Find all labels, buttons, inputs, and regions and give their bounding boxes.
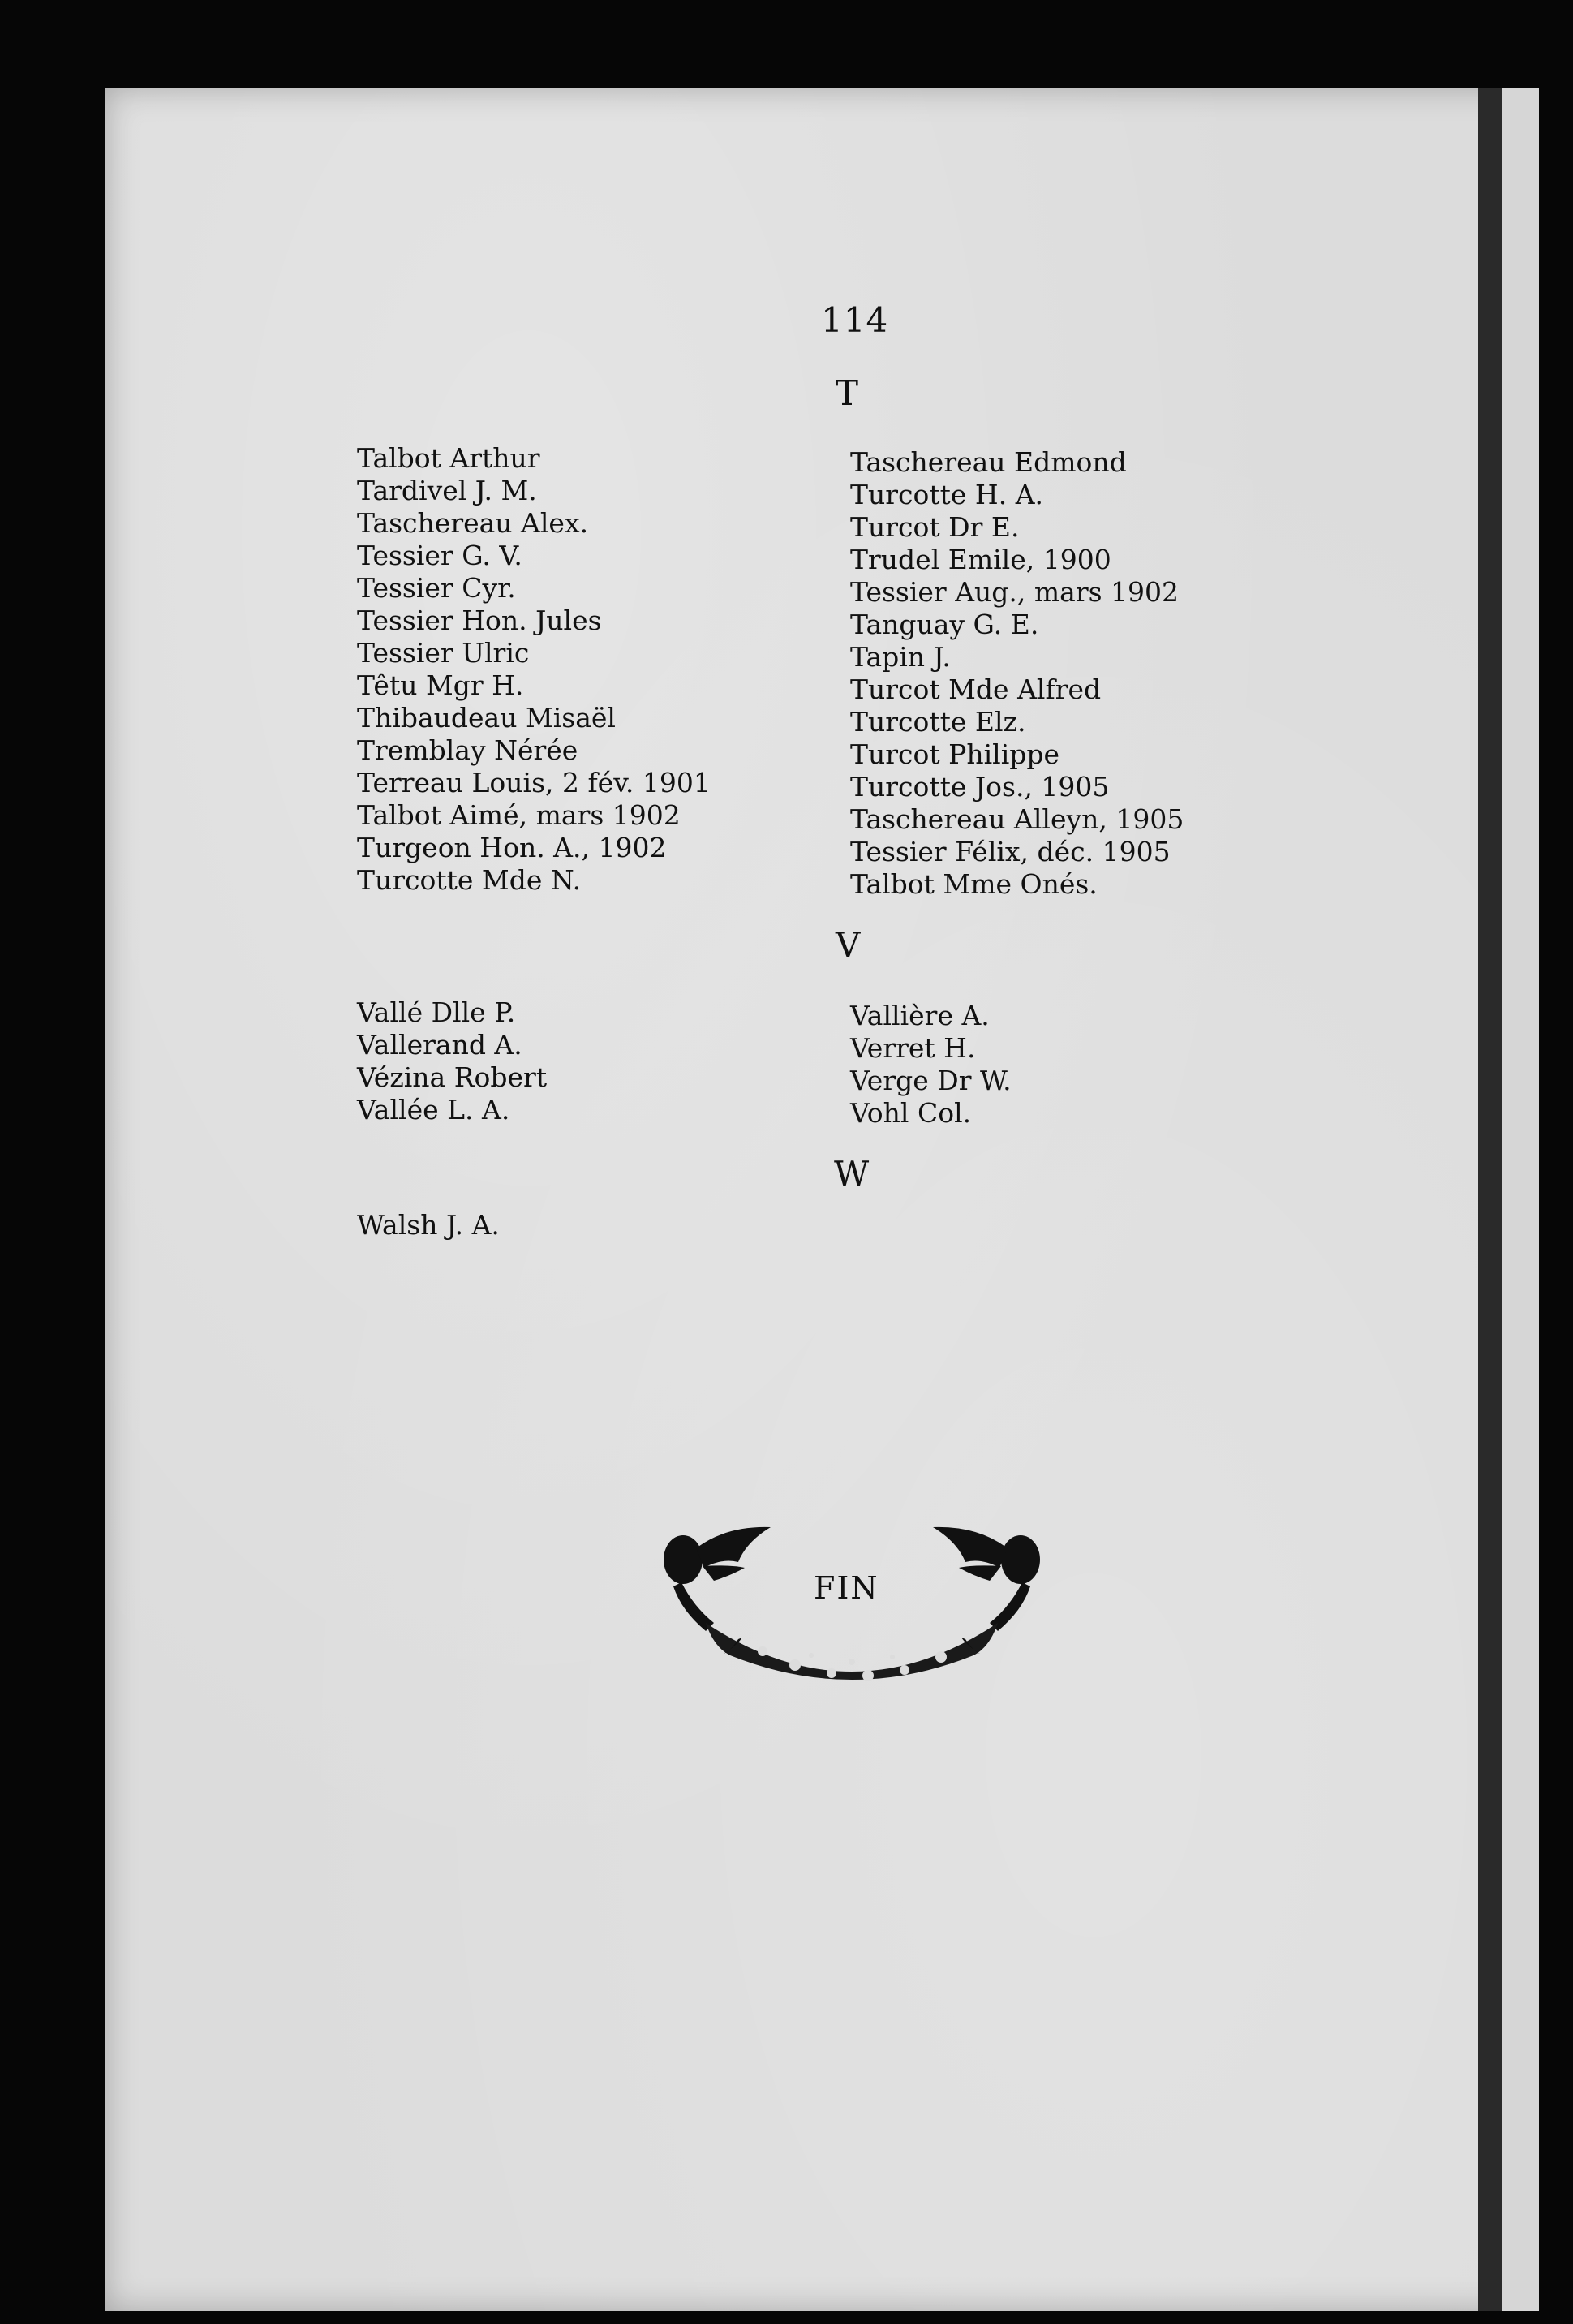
list-item: Tardivel J. M. [357, 475, 537, 506]
fin-label: FIN [814, 1570, 879, 1606]
list-item: Vallerand A. [357, 1029, 522, 1061]
list-item: Verret H. [850, 1032, 976, 1064]
section-letter-t: T [836, 373, 859, 413]
list-item: Turcotte H. A. [850, 479, 1044, 510]
list-item: Tanguay G. E. [850, 609, 1039, 640]
list-item: Turgeon Hon. A., 1902 [357, 832, 667, 863]
list-item: Trudel Emile, 1900 [850, 544, 1111, 575]
list-item: Turcotte Mde N. [357, 864, 582, 896]
list-item: Tapin J. [850, 641, 951, 673]
list-item: Talbot Arthur [357, 442, 540, 474]
list-item: Terreau Louis, 2 fév. 1901 [357, 767, 711, 798]
page-gutter-shadow [1478, 88, 1502, 2311]
list-item: Tessier Hon. Jules [357, 605, 602, 636]
list-item: Tessier Cyr. [357, 572, 516, 604]
section-w-left-column [357, 1209, 500, 1242]
list-item: Tremblay Nérée [357, 734, 578, 766]
list-item: Vézina Robert [357, 1061, 548, 1093]
list-item: Turcot Philippe [850, 738, 1060, 770]
list-item: Vallé Dlle P. [357, 996, 516, 1028]
section-letter-v: V [836, 925, 861, 965]
list-item: Tessier Ulric [357, 637, 530, 669]
list-item: Taschereau Alex. [357, 507, 589, 539]
section-t-right-column [850, 446, 1184, 901]
list-item: Vallière A. [850, 1000, 990, 1031]
list-item: Turcot Mde Alfred [850, 674, 1102, 705]
section-v-right-column [850, 1000, 1012, 1130]
list-item: Taschereau Alleyn, 1905 [850, 803, 1184, 835]
section-letter-w: W [834, 1154, 870, 1194]
next-page-edge [1502, 88, 1539, 2311]
list-item: Vohl Col. [850, 1097, 972, 1129]
list-item: Talbot Mme Onés. [850, 868, 1098, 900]
book-page [105, 88, 1517, 2311]
list-item: Verge Dr W. [850, 1065, 1012, 1096]
list-item: Thibaudeau Misaël [357, 702, 616, 734]
list-item: Talbot Aimé, mars 1902 [357, 799, 681, 831]
page-number: 114 [821, 300, 889, 340]
list-item: Tessier G. V. [357, 540, 522, 571]
list-item: Vallée L. A. [357, 1094, 510, 1125]
garland-with-winged-heads-ornament [649, 1517, 1055, 1696]
list-item: Turcotte Jos., 1905 [850, 771, 1110, 803]
list-item: Turcotte Elz. [850, 706, 1026, 738]
list-item: Turcot Dr E. [850, 511, 1020, 543]
list-item: Taschereau Edmond [850, 446, 1127, 478]
list-item: Tessier Aug., mars 1902 [850, 576, 1180, 608]
list-item: Tessier Félix, déc. 1905 [850, 836, 1171, 867]
section-t-left-column [357, 442, 711, 897]
list-item: Walsh J. A. [357, 1209, 500, 1241]
list-item: Têtu Mgr H. [357, 669, 524, 701]
section-v-left-column [357, 996, 547, 1126]
